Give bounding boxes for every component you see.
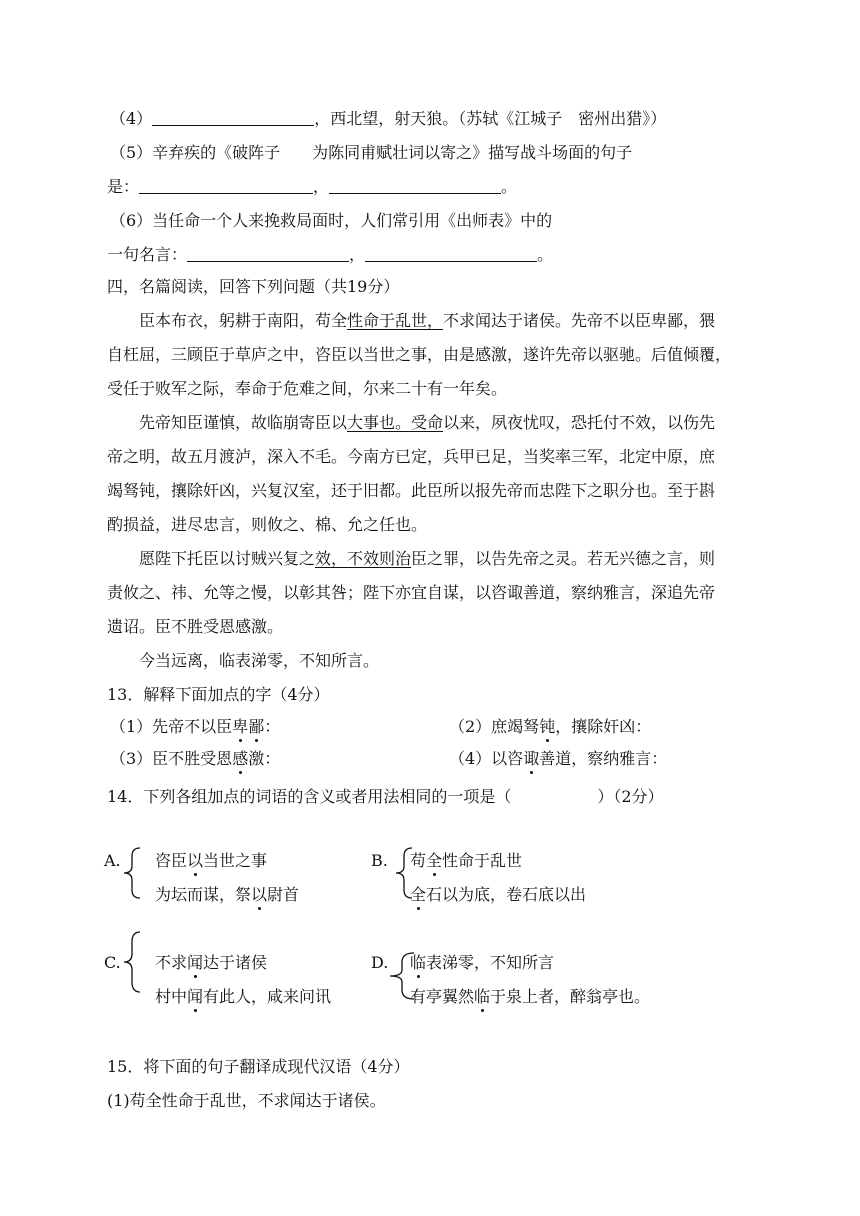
text-span: ，: [313, 177, 330, 196]
fill-item-4: [110, 108, 666, 130]
text-span: 一句名言：: [107, 245, 188, 264]
text-span: 不求: [155, 953, 188, 972]
q15-title: 15．将下面的句子翻译成现代汉语（4分）: [107, 1057, 410, 1076]
passage-p1-line1: [139, 310, 715, 332]
text-span: （4）以咨: [449, 749, 524, 768]
text-span: 不求闻达于诸侯。先帝不以臣卑鄙，猥: [443, 311, 716, 330]
q14-title: [107, 786, 664, 808]
passage-p2-line4: 酌损益，进尽忠言，则攸之、棉、允之任也。: [107, 515, 428, 534]
option-a-line1: [155, 850, 267, 872]
text-span: 是：: [107, 177, 140, 196]
text-span: 臣本布衣，躬耕于南阳，苟全: [139, 311, 348, 330]
answer-blank[interactable]: [139, 177, 313, 194]
text-span: 尉首: [267, 885, 300, 904]
q13-title: 13．解释下面加点的字（4分）: [107, 685, 330, 704]
answer-blank[interactable]: [152, 109, 314, 126]
dotted-char: 全: [410, 885, 427, 904]
text-span: （2）庶竭驽: [449, 717, 540, 736]
dotted-char: 鄙: [248, 717, 265, 736]
text-span: ）（2分）: [597, 787, 664, 806]
section-title: 四，名篇阅读，回答下列问题（共19分）: [107, 277, 400, 296]
fill-item-6-line1: （6）当任命一个人来挽救局面时，人们常引用《出师表》中的: [110, 211, 553, 230]
text-span: 有此人，咸来问讯: [203, 987, 332, 1006]
q13-item-3: [110, 748, 280, 770]
text-span: 表涕零，不知所言: [426, 953, 555, 972]
answer-blank[interactable]: [329, 177, 501, 194]
q15-sentence-1: (1)苟全性命于乱世，不求闻达于诸侯。: [107, 1091, 386, 1110]
q13-item-2: [449, 716, 651, 738]
option-d-label[interactable]: D.: [371, 953, 389, 972]
brace-icon: [120, 930, 144, 994]
text-span: （3）臣不胜受恩: [110, 749, 233, 768]
text-span: 14．下列各组加点的词语的含义或者用法相同的一项是（: [107, 787, 512, 806]
dotted-char: 临: [474, 987, 491, 1006]
option-d-line2: [410, 986, 650, 1008]
answer-blank[interactable]: [187, 245, 349, 262]
option-c-line1: [155, 952, 267, 974]
text-span: ，攘除奸凶：: [555, 717, 652, 736]
option-c-line2: [155, 986, 331, 1008]
brace-icon: [120, 846, 144, 900]
text-span: 激：: [248, 749, 281, 768]
text-span: 大事也。受命: [347, 413, 444, 432]
dotted-char: 临: [410, 953, 427, 972]
option-b-label[interactable]: B.: [371, 851, 388, 870]
q13-item-1: [110, 716, 280, 738]
text-span: 有亭翼然: [410, 987, 475, 1006]
passage-p2-line3: 竭驽钝，攘除奸凶，兴复汉室，还于旧都。此臣所以报先帝而忠陛下之职分也。至于斟: [107, 481, 716, 500]
option-a-line2: [155, 884, 299, 906]
option-d-line1: [410, 952, 554, 974]
text-span: 先帝知臣谨慎，故临崩寄臣以: [139, 413, 348, 432]
option-c-label[interactable]: C.: [104, 953, 121, 972]
text-span: ，: [349, 245, 366, 264]
passage-p3-line1: [139, 548, 715, 570]
text-span: 村中: [155, 987, 188, 1006]
text-span: 以来，夙夜忧叹，恐托付不效，以伤先: [443, 413, 716, 432]
option-a-label[interactable]: A.: [104, 851, 121, 870]
text-span: 为坛而谋，祭: [155, 885, 252, 904]
text-span: 于泉上者，醉翁亭也。: [490, 987, 651, 1006]
text-span: 石以为底，卷石底以出: [426, 885, 587, 904]
text-span: 善道，察纳雅言：: [539, 749, 668, 768]
text-span: 。: [501, 177, 518, 196]
text-span: （4）: [110, 109, 153, 128]
dotted-char: 以: [187, 851, 204, 870]
text-span: 效，不效则治: [315, 549, 412, 568]
text-span: 苟: [410, 851, 427, 870]
text-span: （1）先帝不以臣: [110, 717, 233, 736]
answer-blank[interactable]: [365, 245, 537, 262]
passage-p3-line3: 遗诏。臣不胜受恩感激。: [107, 617, 284, 636]
text-span: 愿陛下托臣以讨贼兴复之: [139, 549, 316, 568]
passage-p3-line2: 责攸之、祎、允等之慢，以彰其咎；陛下亦宜自谋，以咨诹善道，察纳雅言，深追先帝: [107, 583, 716, 602]
dotted-char: 以: [251, 885, 268, 904]
q13-item-4: [449, 748, 667, 770]
text-span: 性命于乱世: [442, 851, 523, 870]
dotted-char: 诹: [523, 749, 540, 768]
passage-p2-line1: [139, 412, 715, 434]
passage-p1-line2: 自枉屈，三顾臣于草庐之中，咨臣以当世之事，由是感激，遂许先帝以驱驰。后值倾覆，: [107, 345, 732, 364]
dotted-char: 卑: [232, 717, 249, 736]
dotted-char: 闻: [187, 987, 204, 1006]
text-span: 当世之事: [203, 851, 268, 870]
passage-p2-line2: 帝之明，故五月渡泸，深入不毛。今南方已定，兵甲已足，当奖率三军，北定中原，庶: [107, 447, 716, 466]
fill-item-6-line2: [107, 244, 553, 266]
answer-blank[interactable]: [511, 788, 597, 804]
text-span: ，西北望，射天狼。（苏轼《江城子 密州出猎》）: [314, 109, 667, 128]
dotted-char: 闻: [187, 953, 204, 972]
passage-p1-line3: 受任于败军之际，奉命于危难之间，尔来二十有一年矣。: [107, 379, 508, 398]
option-b-line2: [410, 884, 586, 906]
text-span: 达于诸侯: [203, 953, 268, 972]
text-span: 咨臣: [155, 851, 188, 870]
option-b-line1: [410, 850, 522, 872]
text-span: ：: [264, 717, 281, 736]
text-span: 。: [537, 245, 554, 264]
passage-p4: 今当远离，临表涕零，不知所言。: [139, 651, 380, 670]
text-span: 性命于乱世，: [347, 311, 444, 330]
dotted-char: 全: [426, 851, 443, 870]
dotted-char: 感: [232, 749, 249, 768]
fill-item-5-line1: （5）辛弃疾的《破阵子 为陈同甫赋壮词以寄之》描写战斗场面的句子: [110, 143, 633, 162]
dotted-char: 钝: [539, 717, 556, 736]
fill-item-5-line2: [107, 176, 517, 198]
text-span: 臣之罪，以告先帝之灵。若无兴德之言，则: [411, 549, 716, 568]
